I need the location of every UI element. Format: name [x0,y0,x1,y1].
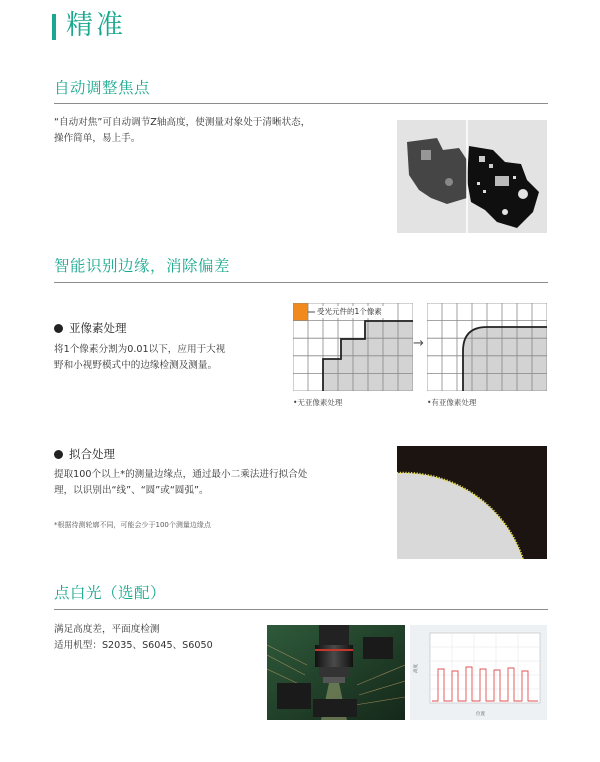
autofocus-description [54,115,384,147]
fitting-text-line: 提取100个以上*的测量边缘点，通过最小二乘法进行拟合处 [54,469,308,480]
fitting-arc-image [397,446,547,559]
spot-section-title: 点白光（选配） [54,584,167,602]
caption-without-subpixel: •无亚像素处理 [293,398,343,407]
autofocus-pcb-image [397,120,547,233]
edge-section-title: 智能识别边缘，消除偏差 [54,257,231,275]
edge-divider [54,282,548,283]
pixel-grid-with-subpixel [427,303,547,391]
spot-text-line: 满足高度差，平面度检测 [54,624,160,635]
arrow-icon: → [413,336,424,351]
caption-with-subpixel: •有亚像素处理 [427,398,477,407]
autofocus-text-line: 操作简单，易上手。 [54,133,141,144]
spot-description [54,622,264,654]
chart-xlabel: 位置 [476,712,485,717]
subpixel-heading [54,320,127,336]
fitting-description [54,467,374,499]
fitting-footnote: *根据待测轮廓不同，可能会少于100个测量边缘点 [54,521,211,529]
bullet-icon [54,324,63,333]
autofocus-divider [54,103,548,104]
subpixel-description [54,342,284,374]
spot-sensor-photo [267,625,405,720]
fitting-heading [54,446,115,462]
subpixel-text-line: 将1个像素分割为0.01以下，应用于大视 [54,344,226,355]
title-accent-bar [52,14,56,40]
bullet-icon [54,450,63,459]
autofocus-section-title: 自动调整焦点 [54,79,151,97]
height-profile-chart [410,625,547,720]
autofocus-text-line: “自动对焦”可自动调节Z轴高度，使测量对象处于清晰状态， [54,117,311,128]
subpixel-text-line: 野和小视野模式中的边缘检测及测量。 [54,360,218,371]
fitting-heading-text: 拟合处理 [69,447,115,461]
page-title: 精准 [66,10,126,41]
fitting-text-line: 理，以识别出“线”、“圆”或“圆弧”。 [54,485,209,496]
chart-ylabel: 高度 [414,664,419,673]
subpixel-heading-text: 亚像素处理 [69,321,127,335]
spot-divider [54,609,548,610]
pixel-callout-label: 受光元件的1个像素 [317,307,382,316]
spot-text-line: 适用机型：S2035、S6045、S6050 [54,640,213,651]
